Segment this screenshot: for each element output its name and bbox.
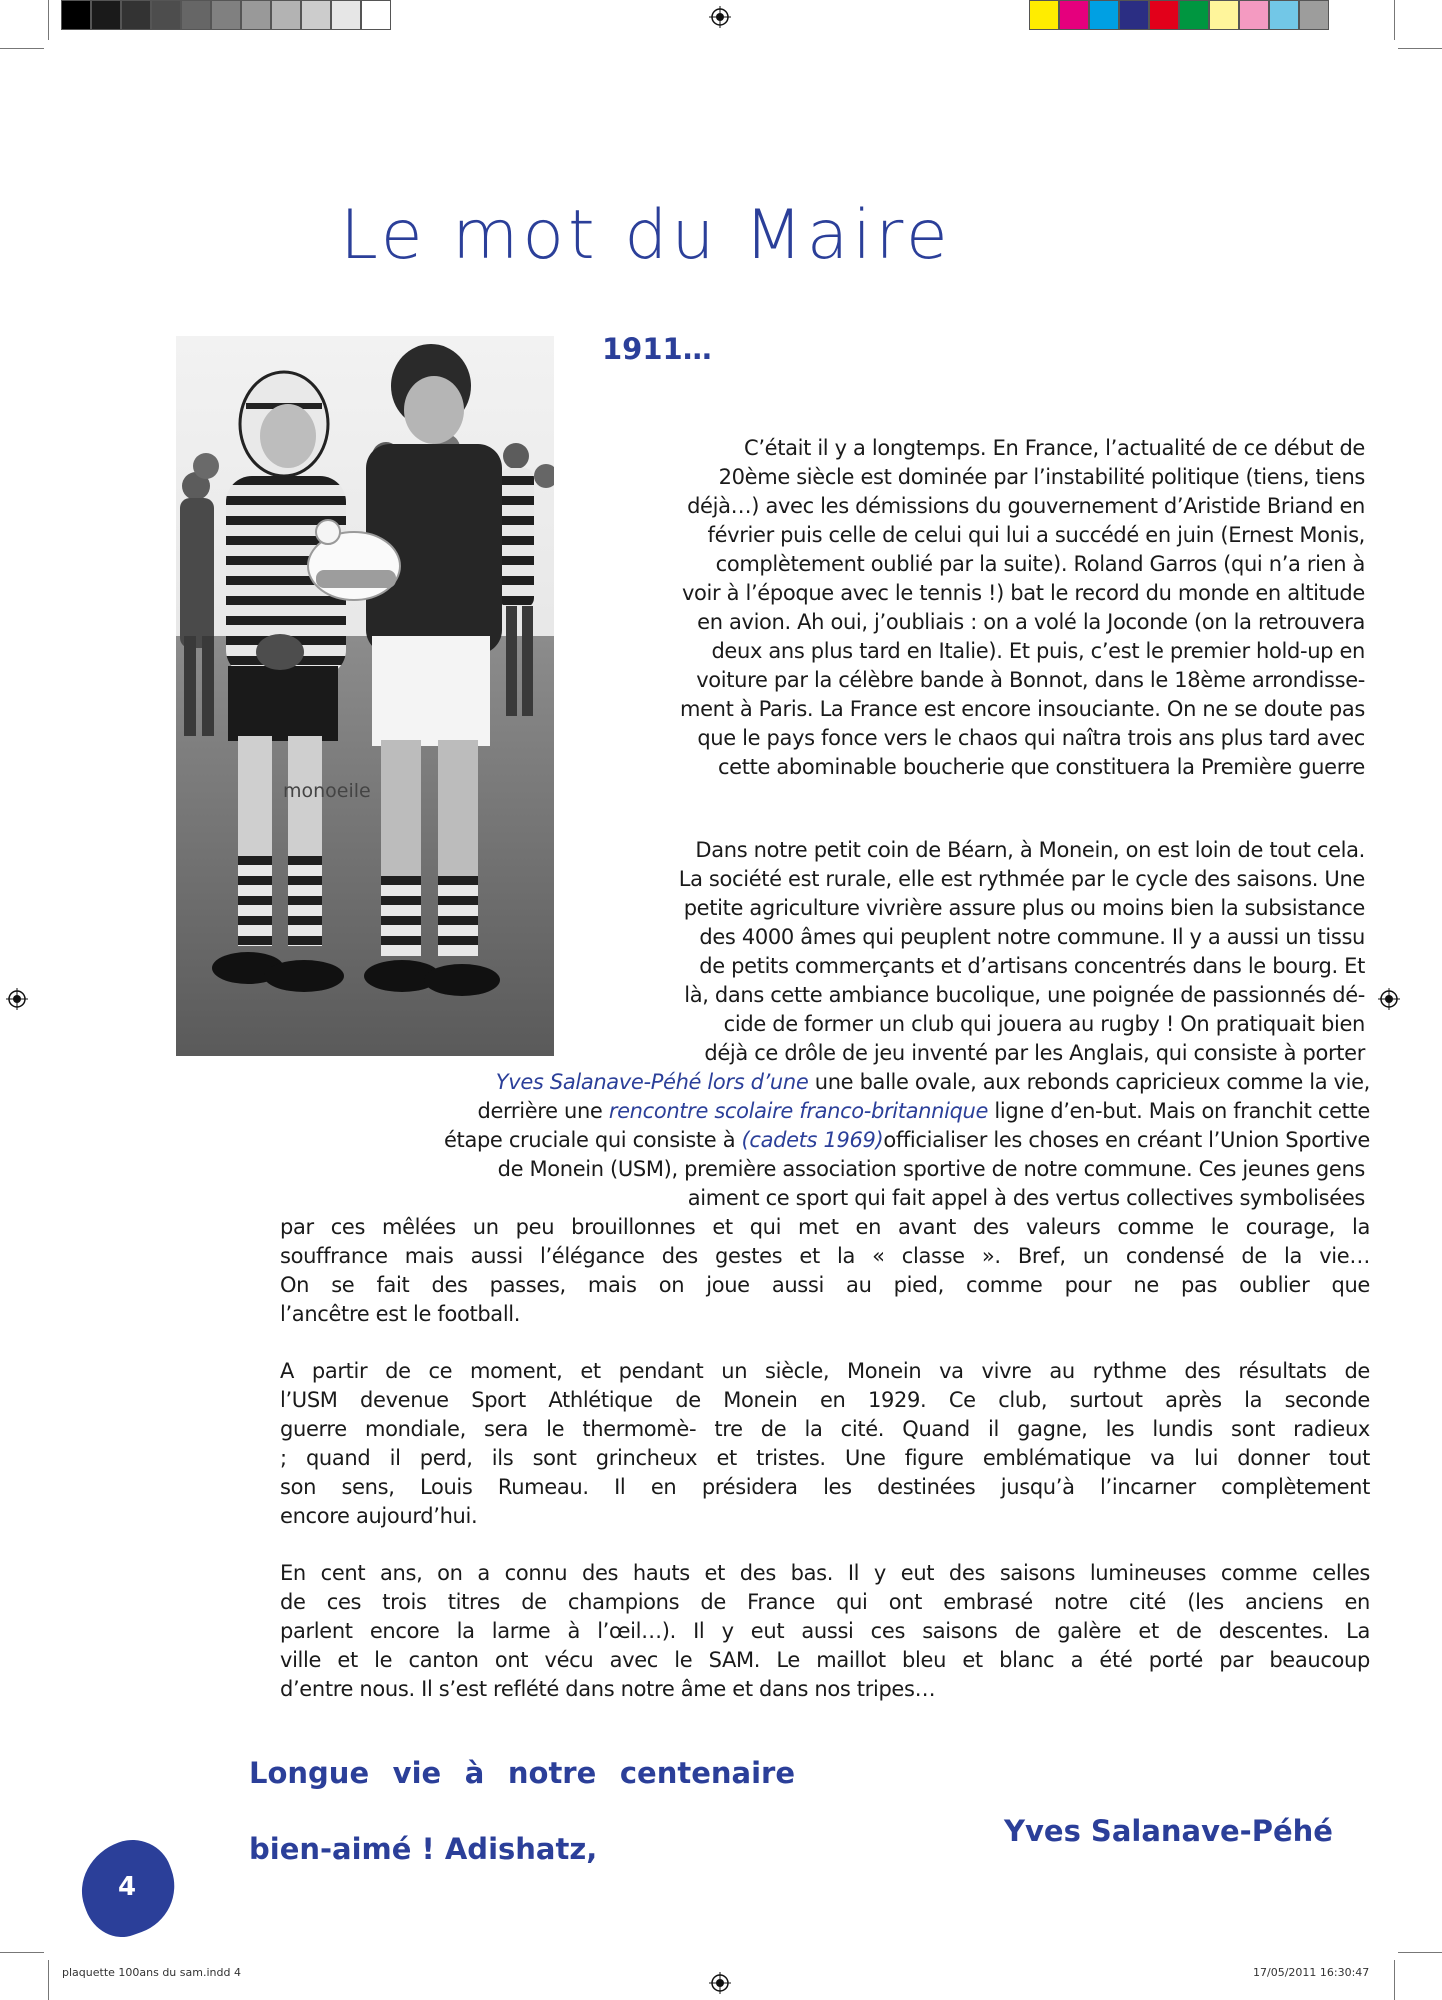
page-number: 4 (118, 1872, 137, 1902)
paragraph-4-last-line: d’entre nous. Il s’est reflété dans notre âme et dans nos tripes… (280, 1677, 936, 1701)
color-swatch (1089, 0, 1119, 30)
color-swatch (1179, 0, 1209, 30)
paragraph-2-line: Yves Salanave-Péhé lors d’une une balle ovale, aux rebonds capricieux comme la vie, (495, 1070, 1370, 1094)
registration-mark-icon (709, 6, 731, 28)
color-swatch (1059, 0, 1089, 30)
color-swatch (1209, 0, 1239, 30)
closing-line-2: bien-aimé ! Adishatz, (249, 1832, 598, 1866)
para1-line: voir à l’époque avec le tennis !) bat le record du monde en altitude (681, 581, 1365, 605)
photo-watermark: monoeile (283, 780, 371, 802)
color-swatch (91, 0, 121, 30)
para2-line: là, dans cette ambiance bucolique, une poignée de passionnés dé- (684, 983, 1365, 1007)
para1-line: 20ème siècle est dominée par l’instabilité politique (tiens, tiens (718, 465, 1365, 489)
color-swatch (1269, 0, 1299, 30)
para1-line: C’était il y a longtemps. En France, l’actualité de ce début de (744, 436, 1365, 460)
rugby-photo (176, 336, 554, 1056)
para2-line: La société est rurale, elle est rythmée par le cycle des saisons. Une (678, 867, 1365, 891)
paragraph-2-line: aiment ce sport qui fait appel à des vertus collectives symbolisées (687, 1186, 1365, 1210)
registration-mark-icon (6, 988, 28, 1010)
para2-line: des 4000 âmes qui peuplent notre commune. Il y a aussi un tissu (699, 925, 1365, 949)
para3-line: l’USM devenue Sport Athlétique de Monein en 1929. Ce club, surtout après la seconde (280, 1388, 1370, 1412)
para2rest-line: par ces mêlées un peu brouillonnes et qui met en avant des valeurs comme le courage, la (280, 1215, 1370, 1239)
paragraph-2-line: étape cruciale qui consiste à (cadets 1969)officialiser les choses en créant l’Union Sportive (443, 1128, 1370, 1152)
color-swatch (1119, 0, 1149, 30)
para1-line: février puis celle de celui qui lui a succédé en juin (Ernest Monis, (707, 523, 1365, 547)
para2rest-line: On se fait des passes, mais on joue aussi au pied, comme pour ne pas oublier que (280, 1273, 1370, 1297)
para1-line: en avion. Ah oui, j’oubliais : on a volé la Joconde (on la retrouvera (697, 610, 1365, 634)
color-swatch (301, 0, 331, 30)
paragraph-3-last-line: encore aujourd’hui. (280, 1504, 478, 1528)
color-calibration-bar (1029, 0, 1329, 30)
color-swatch (1239, 0, 1269, 30)
para2-line: déjà ce drôle de jeu inventé par les Anglais, qui consiste à porter (704, 1041, 1365, 1065)
photo-caption: rencontre scolaire franco-britannique (608, 1099, 989, 1123)
paragraph-2-line: de Monein (USM), première association sportive de notre commune. Ces jeunes gens (497, 1157, 1365, 1181)
para2-line: petite agriculture vivrière assure plus ou moins bien la subsistance (683, 896, 1365, 920)
para1-line: cette abominable boucherie que constituera la Première guerre (717, 755, 1365, 779)
para3-line: son sens, Louis Rumeau. Il en présidera les destinées jusqu’à l’incarner complètement (280, 1475, 1370, 1499)
color-swatch (331, 0, 361, 30)
color-swatch (361, 0, 391, 30)
paragraph-2-last-line: l’ancêtre est le football. (280, 1302, 521, 1326)
color-swatch (1029, 0, 1059, 30)
color-swatch (241, 0, 271, 30)
para3-line: ; quand il perd, ils sont grincheux et tristes. Une figure emblématique va lui donner tout (280, 1446, 1370, 1470)
para4-line: parlent encore la larme à l’œil…). Il y eut aussi ces saisons de galère et de descentes. La (280, 1619, 1370, 1643)
para1-line: complètement oublié par la suite). Roland Garros (qui n’a rien à (715, 552, 1365, 576)
color-swatch (121, 0, 151, 30)
signature: Yves Salanave-Péhé (1004, 1814, 1333, 1848)
para2-line: cide de former un club qui jouera au rugby ! On pratiquait bien (723, 1012, 1365, 1036)
color-swatch (181, 0, 211, 30)
para1-line: déjà…) avec les démissions du gouvernement d’Aristide Briand en (687, 494, 1365, 518)
para4-line: En cent ans, on a connu des hauts et des bas. Il y eut des saisons lumineuses comme celles (280, 1561, 1370, 1585)
para4-line: de ces trois titres de champions de France qui ont embrasé notre cité (les anciens en (280, 1590, 1370, 1614)
registration-mark-icon (1378, 988, 1400, 1010)
para1-line: voiture par la célèbre bande à Bonnot, dans le 18ème arrondisse- (696, 668, 1365, 692)
color-swatch (151, 0, 181, 30)
color-swatch (211, 0, 241, 30)
crop-mark (48, 1960, 49, 2000)
color-swatch (1149, 0, 1179, 30)
crop-mark (1398, 48, 1442, 49)
closing-line-1: Longue vie à notre centenaire (249, 1756, 795, 1790)
crop-mark (1398, 1952, 1442, 1953)
para3-line: guerre mondiale, sera le thermomè- tre de la cité. Quand il gagne, les lundis sont radieux (280, 1417, 1370, 1441)
footer-filename: plaquette 100ans du sam.indd 4 (62, 1966, 241, 1979)
color-swatch (1299, 0, 1329, 30)
para2rest-line: souffrance mais aussi l’élégance des gestes et la « classe ». Bref, un condensé de la vie… (280, 1244, 1370, 1268)
color-swatch (61, 0, 91, 30)
crop-mark (48, 0, 49, 40)
para3-line: A partir de ce moment, et pendant un siècle, Monein va vivre au rythme des résultats de (280, 1359, 1370, 1383)
para1-line: deux ans plus tard en Italie). Et puis, c’est le premier hold-up en (711, 639, 1365, 663)
gray-color-bar (61, 0, 391, 30)
registration-mark-icon (709, 1972, 731, 1994)
color-swatch (271, 0, 301, 30)
crop-mark (0, 48, 44, 49)
footer-timestamp: 17/05/2011 16:30:47 (1253, 1966, 1370, 1979)
para1-line: ment à Paris. La France est encore insouciante. On ne se doute pas (679, 697, 1365, 721)
crop-mark (1394, 1960, 1395, 2000)
crop-mark (1394, 0, 1395, 40)
photo-caption: Yves Salanave-Péhé lors d’une (495, 1070, 809, 1094)
para4-line: ville et le canton ont vécu avec le SAM. Le maillot bleu et blanc a été porté par beaucoup (280, 1648, 1370, 1672)
crop-mark (0, 1952, 44, 1953)
para2-line: Dans notre petit coin de Béarn, à Monein, on est loin de tout cela. (695, 838, 1365, 862)
photo-caption: (cadets 1969) (741, 1128, 884, 1152)
year-heading: 1911… (602, 332, 712, 366)
paragraph-2-line: derrière une rencontre scolaire franco-britannique ligne d’en-but. Mais on franchit cette (477, 1099, 1370, 1123)
para1-line: que le pays fonce vers le chaos qui naîtra trois ans plus tard avec (697, 726, 1365, 750)
para2-line: de petits commerçants et d’artisans concentrés dans le bourg. Et (699, 954, 1365, 978)
page-title: Le mot du Maire (340, 196, 952, 275)
